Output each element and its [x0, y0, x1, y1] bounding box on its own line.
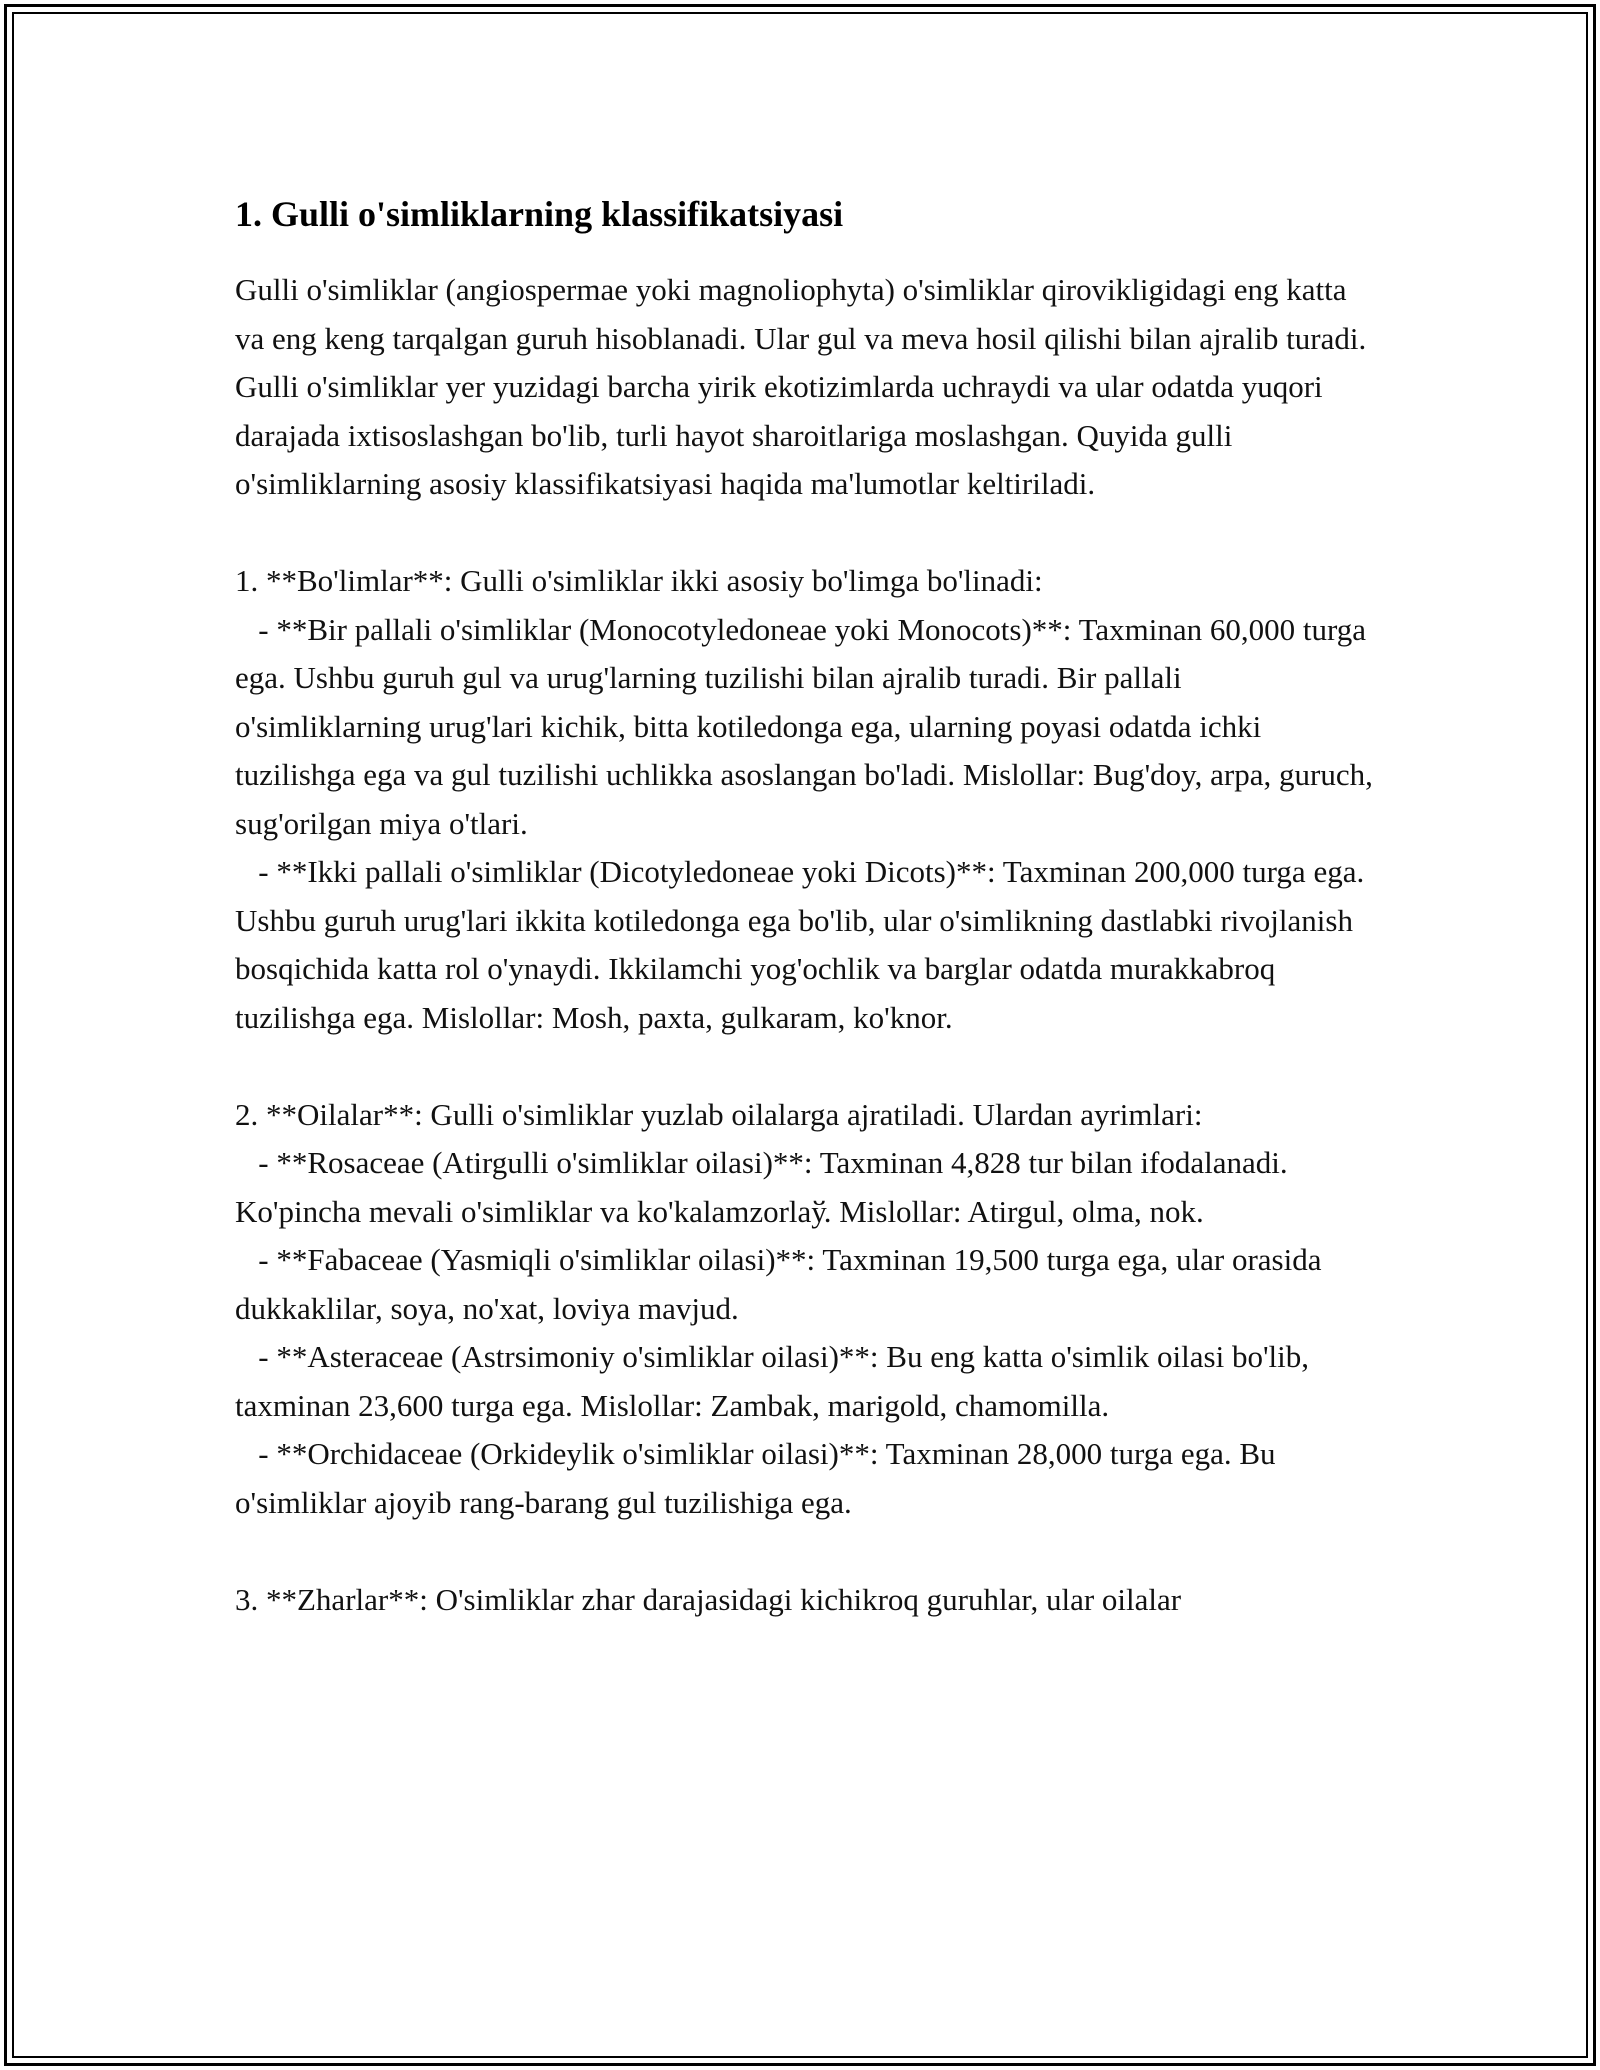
paragraph-spacer [235, 1042, 1375, 1091]
paragraph-spacer [235, 1527, 1375, 1576]
section-divisions: 1. **Bo'limlar**: Gulli o'simliklar ikki asosiy bo'limga bo'linadi: - **Bir pallali o'simliklar (Monocotyledoneae yoki Monocots)**: Taxminan 60,000 turga ega. Ushbu guruh gul va urug'larning tuzilishi bilan ajralib turadi. Bir pallali o'simliklarning urug'lari kichik, bitta kotiledonga ega, ularning poyasi odatda ichki tuzilishga ega va gul tuzilishi uchlikka asoslangan bo'ladi. Mislollar: Bug'doy, arpa, guruch, sug'orilgan miya o'tlari. - **Ikki pallali o'simliklar (Dicotyledoneae yoki Dicots)**: Taxminan 200,000 turga ega. Ushbu guruh urug'lari ikkita kotiledonga ega bo'lib, ular o'simlikning dastlabki rivojlanish bosqichida katta rol o'ynaydi. Ikkilamchi yog'ochlik va barglar odatda murakkabroq tuzilishga ega. Mislollar: Mosh, paxta, gulkaram, ko'knor. [235, 563, 1373, 1035]
document-title: 1. Gulli o'simliklarning klassifikatsiyasi [235, 194, 844, 234]
section-families: 2. **Oilalar**: Gulli o'simliklar yuzlab oilalarga ajratiladi. Ulardan ayrimlari: - **Rosaceae (Atirgulli o'simliklar oilasi)**: Taxminan 4,828 tur bilan ifodalanadi. Ko'pincha mevali o'simliklar va ko'kalamzorlaў. Mislollar: Atirgul, olma, nok. - **Fabaceae (Yasmiqli o'simliklar oilasi)**: Taxminan 19,500 turga ega, ular orasida dukkaklilar, soya, no'xat, loviya mavjud. - **Asteraceae (Astrsimoniy o'simliklar oilasi)**: Bu eng katta o'simlik oilasi bo'lib, taxminan 23,600 turga ega. Mislollar: Zambak, marigold, chamomilla. - **Orchidaceae (Orkideylik o'simliklar oilasi)**: Taxminan 28,000 turga ega. Bu o'simliklar ajoyib rang-barang gul tuzilishiga ega. [235, 1096, 1322, 1520]
section-tribes: 3. **Zharlar**: O'simliklar zhar darajasidagi kichikroq guruhlar, ular oilalar [235, 1581, 1182, 1617]
document-body [235, 186, 1375, 1624]
paragraph-spacer [235, 509, 1375, 558]
intro-paragraph: Gulli o'simliklar (angiospermae yoki magnoliophyta) o'simliklar qirovikligidagi eng katta va eng keng tarqalgan guruh hisoblanadi. Ular gul va meva hosil qilishi bilan ajralib turadi. Gulli o'simliklar yer yuzidagi barcha yirik ekotizimlarda uchraydi va ular odatda yuqori darajada ixtisoslashgan bo'lib, turli hayot sharoitlariga moslashgan. Quyida gulli o'simliklarning asosiy klassifikatsiyasi haqida ma'lumotlar keltiriladi. [235, 272, 1374, 501]
